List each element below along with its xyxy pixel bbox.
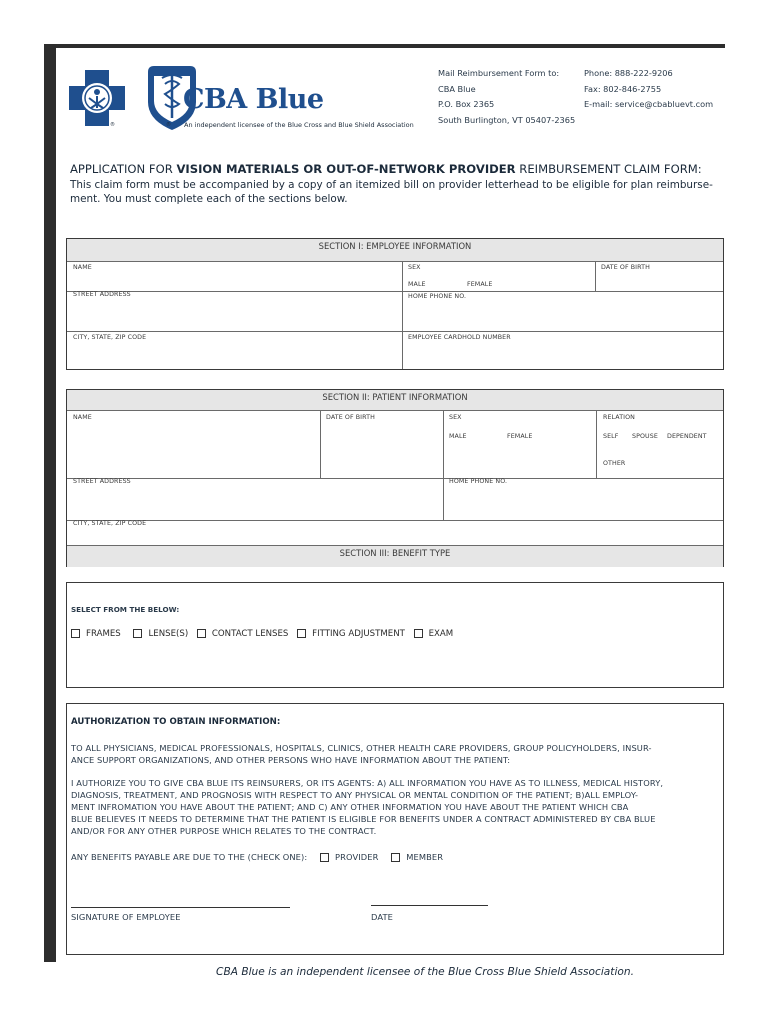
benefit-options: [71, 629, 453, 639]
patient-relation-label: RELATION: [603, 414, 635, 421]
authorization-heading: AUTHORIZATION TO OBTAIN INFORMATION:: [71, 717, 281, 727]
contact-info: [584, 66, 713, 113]
relation-self-option[interactable]: SELF: [603, 433, 619, 440]
divider: [402, 261, 403, 369]
email: E-mail: service@cbabluevt.com: [584, 99, 714, 110]
contact-lenses-checkbox[interactable]: [197, 629, 206, 638]
registered-mark-1: ®: [110, 122, 115, 128]
mail-line: South Burlington, VT 05407-2365: [438, 114, 576, 125]
paragraph-line: DIAGNOSIS, TREATMENT, AND PROGNOSIS WITH RESPECT TO ANY PHYSICAL OR MENTAL CONDITION OF THE PATIENT; B)ALL EMPLOY-: [71, 790, 639, 800]
fax: Fax: 802-846-2755: [584, 83, 662, 94]
authorization-paragraph-2: [71, 777, 663, 837]
relation-spouse-option[interactable]: SPOUSE: [632, 433, 658, 440]
title-bold: VISION MATERIALS OR OUT-OF-NETWORK PROVIDER: [176, 162, 516, 176]
paragraph-line: BLUE BELIEVES IT NEEDS TO DETERMINE THAT THE PATIENT IS ELIGIBLE FOR BENEFITS UNDER A CONTRACT ADMINISTERED BY CBA BLUE: [71, 814, 656, 824]
employee-phone-label: HOME PHONE NO.: [408, 293, 467, 300]
top-border: [44, 44, 725, 48]
exam-checkbox[interactable]: [414, 629, 423, 638]
mail-address: [438, 66, 575, 128]
registered-mark-2: ®: [166, 122, 171, 128]
patient-city-label: CITY, STATE, ZIP CODE: [73, 520, 147, 527]
title-prefix: APPLICATION FOR: [70, 162, 177, 176]
date-label: DATE: [371, 912, 393, 922]
fitting-adjustment-label: FITTING ADJUSTMENT: [312, 629, 405, 639]
paragraph-line: AND/OR FOR ANY OTHER PURPOSE WHICH RELATES TO THE CONTRACT.: [71, 826, 377, 836]
section-employee-header: SECTION I: EMPLOYEE INFORMATION: [67, 239, 723, 262]
divider: [67, 291, 723, 292]
patient-sex-label: SEX: [449, 414, 462, 421]
frames-checkbox[interactable]: [71, 629, 80, 638]
benefits-payable-label: ANY BENEFITS PAYABLE ARE DUE TO THE (CHECK ONE):: [71, 852, 308, 862]
employee-dob-label: DATE OF BIRTH: [601, 264, 650, 271]
section-benefit: [66, 582, 724, 688]
lenses-checkbox[interactable]: [133, 629, 142, 638]
employee-female-option[interactable]: FEMALE: [467, 281, 493, 288]
employee-male-option[interactable]: MALE: [408, 281, 426, 288]
left-border: [44, 44, 56, 962]
section-patient-header: SECTION II: PATIENT INFORMATION: [67, 390, 723, 411]
relation-dependent-option[interactable]: DEPENDENT: [667, 433, 707, 440]
patient-street-label: STREET ADDRESS: [73, 478, 131, 485]
member-label: MEMBER: [406, 852, 444, 862]
contact-lenses-label: CONTACT LENSES: [211, 629, 289, 639]
member-checkbox[interactable]: [391, 853, 400, 862]
instructions: This claim form must be accompanied by a copy of an itemized bill on provider letterhead to be eligible for plan reimburse-ment. You must complete each of the sections below.: [70, 179, 713, 205]
divider: [67, 331, 723, 332]
paragraph-line: ANCE SUPPORT ORGANIZATIONS, AND OTHER PERSONS WHO HAVE INFORMATION ABOUT THE PATIENT:: [71, 755, 511, 765]
exam-label: EXAM: [428, 629, 454, 639]
form-title: [70, 162, 702, 176]
paragraph-line: I AUTHORIZE YOU TO GIVE CBA BLUE ITS REINSURERS, OR ITS AGENTS: A) ALL INFORMATION YOU HAVE AS TO ILLNESS, MEDICAL HISTORY,: [71, 778, 664, 788]
section-employee: [66, 238, 724, 370]
select-label: SELECT FROM THE BELOW:: [71, 605, 180, 614]
title-suffix: REIMBURSEMENT CLAIM FORM:: [515, 162, 702, 176]
patient-female-option[interactable]: FEMALE: [507, 433, 533, 440]
date-line[interactable]: [371, 905, 488, 906]
employee-sex-label: SEX: [408, 264, 421, 271]
mail-line: P.O. Box 2365: [438, 99, 495, 110]
patient-dob-label: DATE OF BIRTH: [326, 414, 375, 421]
lenses-label: LENSE(S): [148, 629, 189, 639]
relation-other-option[interactable]: OTHER: [603, 460, 626, 467]
paragraph-line: MENT INFROMATION YOU HAVE ABOUT THE PATIENT; AND C) ANY OTHER INFORMATION YOU HAVE ABOUT THE PATIENT WHICH CBA: [71, 802, 629, 812]
employee-name-label: NAME: [73, 264, 92, 271]
fitting-adjustment-checkbox[interactable]: [297, 629, 306, 638]
authorization-section: [66, 703, 724, 955]
signature-label: SIGNATURE OF EMPLOYEE: [71, 912, 181, 922]
employee-city-label: CITY, STATE, ZIP CODE: [73, 334, 147, 341]
frames-label: FRAMES: [86, 629, 121, 639]
provider-label: PROVIDER: [335, 852, 379, 862]
provider-checkbox[interactable]: [320, 853, 329, 862]
patient-name-label: NAME: [73, 414, 92, 421]
divider: [67, 478, 723, 479]
employee-street-label: STREET ADDRESS: [73, 291, 131, 298]
divider: [320, 410, 321, 478]
signature-line[interactable]: [71, 907, 290, 908]
benefits-payable-row: [71, 851, 443, 863]
divider: [443, 410, 444, 520]
phone: Phone: 888-222-9206: [584, 68, 673, 78]
footer-note: CBA Blue is an independent licensee of the Blue Cross Blue Shield Association.: [216, 966, 634, 978]
mail-line: Mail Reimbursement Form to:: [438, 68, 560, 78]
employee-cardhold-label: EMPLOYEE CARDHOLD NUMBER: [408, 334, 511, 341]
brand-name: CBA Blue: [183, 84, 324, 115]
mail-line: CBA Blue: [438, 83, 476, 94]
authorization-paragraph-1: [71, 742, 652, 766]
patient-male-option[interactable]: MALE: [449, 433, 467, 440]
divider: [595, 261, 596, 291]
divider: [596, 410, 597, 478]
section-benefit-header: SECTION III: BENEFIT TYPE: [67, 545, 723, 567]
patient-phone-label: HOME PHONE NO.: [449, 478, 508, 485]
paragraph-line: TO ALL PHYSICIANS, MEDICAL PROFESSIONALS, HOSPITALS, CLINICS, OTHER HEALTH CARE PROVIDERS, GROUP POLICYHOLDERS, INSUR-: [71, 743, 652, 753]
brand-tagline: An independent licensee of the Blue Cross and Blue Shield Association: [184, 121, 414, 129]
divider: [67, 520, 723, 521]
section-patient: [66, 389, 724, 567]
blue-cross-icon: [69, 70, 125, 126]
